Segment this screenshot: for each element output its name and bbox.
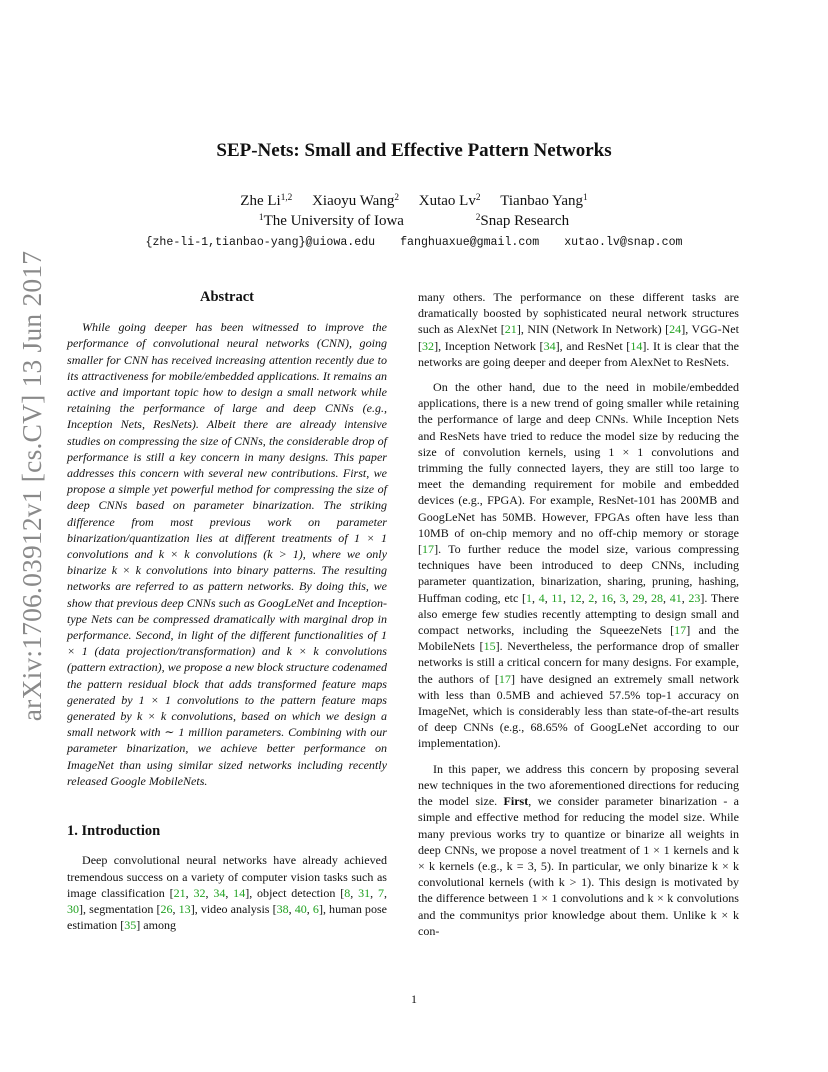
affiliation: $^1$The University of Iowa — [258, 212, 404, 229]
citation-link[interactable]: 35 — [124, 918, 137, 933]
body-paragraph: On the other hand, due to the need in mobile/embedded applications, there is a new trend of going smaller while retaining the performance of large and deep CNNs. While Inception Nets and ResNets have tried to reduce the model size by reducing the size of convolution kernels, using 1 × 1 convolutions and trimming the fully connected layers, they are still too large to meet the demanding requirement for mobile and embedded devices (e.g., FPGA). For example, ResNet-101 has 200MB and GoogLeNet has 50MB. However, FPGAs often have less than 10MB of on-chip memory and no off-chip memory or storage [17]. To further reduce the model size, various compressing techniques have been introduced to deep CNNs, including parameter quantization, binarization, sharing, pruning, hashing, Huffman coding, etc [1, 4, 11, 12, 2, 16, 3, 29, 28, 41, 23]. There also emerge few studies recently attempting to design small and compact networks, including the SqueezeNets [17] and the MobileNets [15]. Nevertheless, the performance drop of smaller networks is still a critical concern for many designs. For example, the authors of [17] have designed an extremely small network with less than 0.5MB and achieved 57.5% top-1 accuracy on ImageNet, which is considerably less than state-of-the-art results of deep CNNs (e.g., 68.65% of GoogLeNet according to our implementation). — [418, 380, 739, 751]
email: fanghuaxue@gmail.com — [400, 236, 540, 249]
page-number: 1 — [411, 992, 417, 1006]
author: Tianbao Yang$^1$ — [500, 192, 588, 209]
citation-link[interactable]: 38 — [276, 901, 289, 916]
arxiv-stamp — [14, 250, 50, 722]
citation-link[interactable]: 17 — [674, 623, 687, 638]
citation-link[interactable]: 4 — [538, 590, 545, 605]
bold-text: First — [503, 794, 529, 809]
intro-paragraph: Deep convolutional neural networks have already achieved tremendous success on a variety of computer vision tasks such as image classification [21, 32, 34, 14], object detection [8, 31, 7, 30], segmentation [26, 13], video analysis [38, 40, 6], human pose estimation [35] among — [67, 853, 388, 933]
author-list — [0, 193, 828, 210]
email: xutao.lv@snap.com — [564, 236, 683, 249]
author: Zhe Li$^{1,2}$ — [240, 192, 293, 209]
citation-link[interactable]: 40 — [294, 901, 307, 916]
citation-link[interactable]: 26 — [160, 901, 173, 916]
affiliation: $^2$Snap Research — [475, 212, 570, 229]
citation-link[interactable]: 11 — [551, 590, 563, 605]
citation-link[interactable]: 17 — [498, 671, 511, 686]
abstract-text: While going deeper has been witnessed to improve the performance of convolutional neural networks (CNN), going smaller for CNN has received increasing attention recently due to its attractiveness for mobile/embedded applications. It remains an active and important topic how to design a small network while retaining the performance of large and deep CNNs (e.g., Inception Nets, ResNets). Albeit there are already intensive studies on compressing the size of CNNs, the considerable drop of performance is still a key concern in many designs. This paper addresses this concern with several new contributions. First, we propose a simple yet powerful method for compressing the size of deep CNNs based on parameter binarization. The striking difference from most previous work on parameter binarization/quantization lies at different treatments of 1 × 1 convolutions and k × k convolutions (k > 1), where we only binarize k × k convolutions into binary patterns. The resulting networks are referred to as pattern networks. By doing this, we show that previous deep CNNs such as GoogLeNet and Inception-type Nets can be compressed dramatically with marginal drop in performance. Second, in light of the different functionalities of 1 × 1 (data projection/transformation) and k × k convolutions (pattern extraction), we propose a new block structure codenamed the pattern residual block that adds transformed feature maps generated by 1 × 1 convolutions to the pattern feature maps generated by k × k convolutions, based on which we design a small network with ∼ 1 million parameters. Combining with our parameter binarization, we achieve better performance on ImageNet than using similar sized networks including recently released Google MobileNets. — [67, 320, 387, 788]
citation-link[interactable]: 2 — [588, 590, 595, 605]
right-column — [418, 289, 739, 948]
arxiv-id: arXiv:1706.03912v1 [cs.CV] 13 Jun 2017 — [16, 250, 48, 722]
citation-link[interactable]: 13 — [178, 901, 191, 916]
citation-link[interactable]: 6 — [312, 901, 319, 916]
citation-link[interactable]: 41 — [669, 590, 682, 605]
citation-link[interactable]: 15 — [483, 639, 496, 654]
paper-title: SEP-Nets: Small and Effective Pattern Networks — [216, 140, 612, 161]
email-list — [0, 236, 828, 249]
citation-link[interactable]: 21 — [173, 885, 186, 900]
citation-link[interactable]: 8 — [344, 885, 351, 900]
citation-link[interactable]: 12 — [569, 590, 582, 605]
citation-link[interactable]: 7 — [377, 885, 384, 900]
citation-link[interactable]: 3 — [619, 590, 626, 605]
citation-link[interactable]: 14 — [630, 338, 643, 353]
citation-link[interactable]: 34 — [213, 885, 226, 900]
citation-link[interactable]: 31 — [358, 885, 371, 900]
citation-link[interactable]: 23 — [688, 590, 701, 605]
citation-link[interactable]: 29 — [632, 590, 645, 605]
email: {zhe-li-1,tianbao-yang}@uiowa.edu — [145, 236, 376, 249]
section-heading-introduction: 1. Introduction — [67, 823, 161, 840]
abstract-heading: Abstract — [200, 289, 254, 305]
author: Xiaoyu Wang$^2$ — [312, 192, 399, 209]
citation-link[interactable]: 30 — [67, 901, 80, 916]
citation-link[interactable]: 17 — [422, 542, 435, 557]
citation-link[interactable]: 14 — [233, 885, 246, 900]
citation-link[interactable]: 24 — [669, 322, 682, 337]
left-column — [67, 289, 387, 942]
citation-link[interactable]: 16 — [600, 590, 613, 605]
body-paragraph: In this paper, we address this concern by proposing several new techniques in the two aforementioned directions for reducing the model size. First, we consider parameter binarization - a simple and effective method for reducing the model size. While many previous works try to quantize or binarize all weights in deep CNNs, we propose a novel treatment of 1 × 1 kernels and k × k kernels (e.g., k = 3, 5). In particular, we only binarize k × k convolutional kernels (with k > 1). This design is motivated by the difference between 1 × 1 convolutions and k × k convolutions and the communitys prior knowledge about them. Unlike k × k con- — [418, 761, 739, 938]
citation-link[interactable]: 21 — [504, 322, 517, 337]
citation-link[interactable]: 32 — [193, 885, 206, 900]
citation-link[interactable]: 32 — [422, 338, 435, 353]
citation-link[interactable]: 1 — [526, 590, 533, 605]
citation-link[interactable]: 34 — [543, 338, 556, 353]
body-paragraph: many others. The performance on these different tasks are dramatically boosted by sophisticated neural network structures such as AlexNet [21], NIN (Network In Network) [24], VGG-Net [32], Inception Network [34], and ResNet [14]. It is clear that the networks are going deeper and deeper from AlexNet to ResNets. — [418, 290, 739, 369]
citation-link[interactable]: 28 — [651, 590, 664, 605]
affiliation-list — [0, 213, 828, 230]
author: Xutao Lv$^2$ — [418, 192, 481, 209]
